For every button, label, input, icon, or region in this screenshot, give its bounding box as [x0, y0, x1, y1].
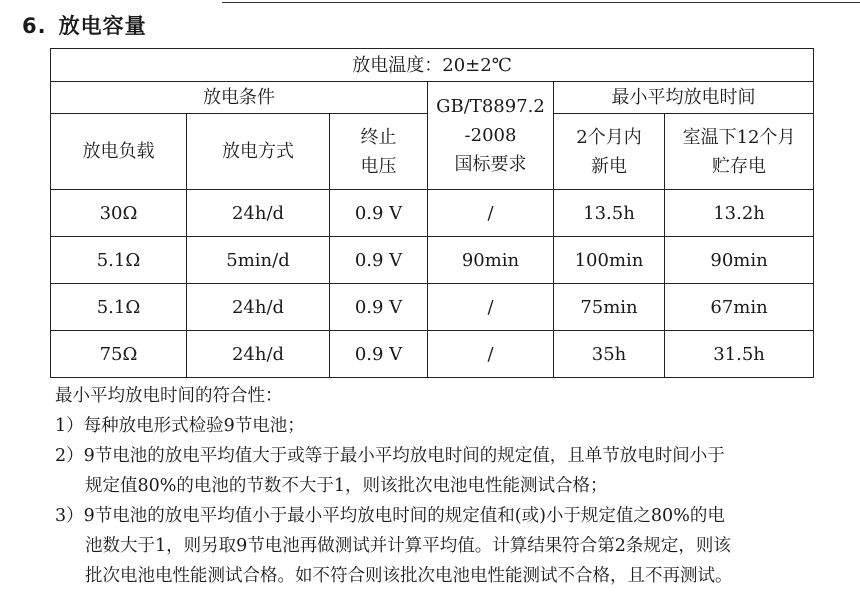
note-item-2-line-1: 2）9节电池的放电平均值大于或等于最小平均放电时间的规定值，且单节放电时间小于 [55, 446, 725, 466]
col-header-standard-line1: GB/T8897.2 [436, 96, 545, 117]
col-header-stored-line1: 室温下12个月 [682, 126, 796, 148]
section-heading [22, 10, 147, 40]
cell-stored: 90min [665, 237, 814, 284]
col-header-standard-line3: 国标要求 [454, 154, 527, 175]
cell-new: 100min [554, 237, 665, 284]
cell-standard: / [428, 190, 554, 237]
group-header-min-time: 最小平均放电时间 [554, 82, 814, 114]
notes-heading: 最小平均放电时间的符合性： [55, 386, 283, 406]
top-rule [222, 2, 860, 3]
cell-voltage: 0.9 V [330, 190, 428, 237]
cell-new: 35h [554, 331, 665, 378]
table-title: 放电温度：20±2℃ [51, 49, 814, 82]
cell-load: 75Ω [51, 331, 187, 378]
col-header-method: 放电方式 [187, 114, 330, 190]
section-title: 放电容量 [58, 14, 147, 38]
discharge-capacity-table [50, 48, 814, 378]
table-row [51, 237, 814, 284]
col-header-standard-line2: -2008 [464, 125, 517, 146]
col-header-voltage [330, 114, 428, 190]
cell-load: 30Ω [51, 190, 187, 237]
cell-method: 24h/d [187, 284, 330, 331]
note-item-3-line-2: 池数大于1，则另取9节电池再做测试并计算平均值。计算结果符合第2条规定，则该 [85, 536, 731, 556]
cell-load: 5.1Ω [51, 237, 187, 284]
cell-stored: 31.5h [665, 331, 814, 378]
cell-method: 24h/d [187, 331, 330, 378]
table-row [51, 331, 814, 378]
cell-stored: 13.2h [665, 190, 814, 237]
cell-stored: 67min [665, 284, 814, 331]
col-header-stored [665, 114, 814, 190]
cell-load: 5.1Ω [51, 284, 187, 331]
cell-standard: / [428, 331, 554, 378]
cell-voltage: 0.9 V [330, 284, 428, 331]
col-header-new [554, 114, 665, 190]
group-header-conditions: 放电条件 [51, 82, 428, 114]
note-item-1: 1）每种放电形式检验9节电池； [55, 416, 305, 436]
col-header-stored-line2: 贮存电 [712, 155, 767, 177]
compliance-notes [55, 381, 845, 591]
cell-standard: / [428, 284, 554, 331]
section-number: 6. [22, 14, 47, 38]
table-row [51, 190, 814, 237]
col-header-standard [428, 82, 554, 190]
col-header-voltage-line1: 终止 [360, 126, 397, 148]
cell-method: 5min/d [187, 237, 330, 284]
note-item-3-line-1: 3）9节电池的放电平均值小于最小平均放电时间的规定值和(或)小于规定值之80%的电 [55, 506, 725, 526]
col-header-voltage-line2: 电压 [360, 155, 397, 177]
note-item-2-line-2: 规定值80%的电池的节数不大于1，则该批次电池电性能测试合格； [85, 476, 608, 496]
cell-new: 13.5h [554, 190, 665, 237]
note-item-3-line-3: 批次电池电性能测试合格。如不符合则该批次电池电性能测试不合格，且不再测试。 [85, 566, 733, 586]
cell-voltage: 0.9 V [330, 331, 428, 378]
col-header-new-line1: 2个月内 [576, 126, 642, 148]
cell-standard: 90min [428, 237, 554, 284]
cell-voltage: 0.9 V [330, 237, 428, 284]
cell-new: 75min [554, 284, 665, 331]
col-header-new-line2: 新电 [591, 155, 627, 177]
table-row [51, 284, 814, 331]
col-header-load: 放电负载 [51, 114, 187, 190]
cell-method: 24h/d [187, 190, 330, 237]
